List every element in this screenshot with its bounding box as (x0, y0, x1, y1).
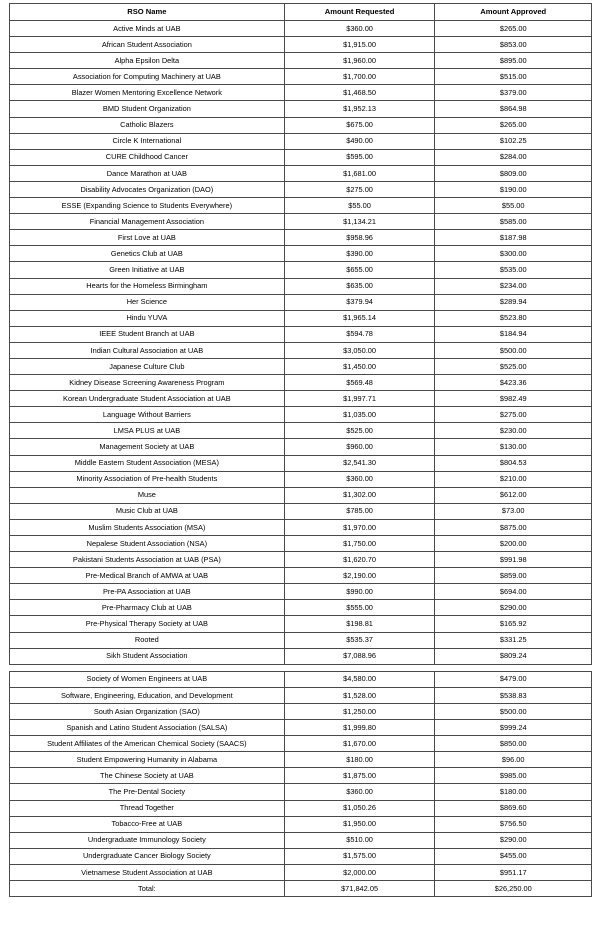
cell-rso-name: Her Science (10, 294, 285, 310)
cell-rso-name: Korean Undergraduate Student Association at UAB (10, 391, 285, 407)
cell-rso-name: Dance Marathon at UAB (10, 165, 285, 181)
cell-amount-approved: $809.24 (435, 648, 592, 664)
table-footer (10, 880, 592, 896)
cell-rso-name: Rooted (10, 632, 285, 648)
table-row (10, 181, 592, 197)
cell-amount-requested: $1,875.00 (284, 768, 435, 784)
cell-amount-requested: $390.00 (284, 246, 435, 262)
cell-rso-name: Pre-Medical Branch of AMWA at UAB (10, 568, 285, 584)
cell-amount-requested: $595.00 (284, 149, 435, 165)
cell-amount-requested: $1,952.13 (284, 101, 435, 117)
table-body (10, 21, 592, 881)
cell-amount-requested: $1,528.00 (284, 687, 435, 703)
cell-rso-name: Nepalese Student Association (NSA) (10, 536, 285, 552)
cell-rso-name: First Love at UAB (10, 230, 285, 246)
cell-amount-approved: $895.00 (435, 53, 592, 69)
table-row (10, 230, 592, 246)
cell-amount-requested: $490.00 (284, 133, 435, 149)
cell-amount-requested: $1,681.00 (284, 165, 435, 181)
cell-amount-approved: $187.98 (435, 230, 592, 246)
total-row (10, 880, 592, 896)
cell-amount-approved: $190.00 (435, 181, 592, 197)
cell-amount-approved: $991.98 (435, 552, 592, 568)
column-header-rso-name: RSO Name (10, 4, 285, 21)
cell-rso-name: Music Club at UAB (10, 503, 285, 519)
table-header (10, 4, 592, 21)
table-row (10, 439, 592, 455)
cell-rso-name: Vietnamese Student Association at UAB (10, 864, 285, 880)
cell-amount-approved: $585.00 (435, 214, 592, 230)
cell-rso-name: Language Without Barriers (10, 407, 285, 423)
table-row (10, 85, 592, 101)
cell-amount-requested: $1,620.70 (284, 552, 435, 568)
cell-rso-name: Society of Women Engineers at UAB (10, 671, 285, 687)
cell-amount-approved: $234.00 (435, 278, 592, 294)
cell-amount-approved: $479.00 (435, 671, 592, 687)
cell-amount-requested: $55.00 (284, 198, 435, 214)
cell-amount-requested: $1,050.26 (284, 800, 435, 816)
cell-amount-approved: $500.00 (435, 342, 592, 358)
cell-rso-name: Sikh Student Association (10, 648, 285, 664)
table-row (10, 101, 592, 117)
table-row (10, 648, 592, 664)
cell-rso-name: CURE Childhood Cancer (10, 149, 285, 165)
table-row (10, 816, 592, 832)
total-requested: $71,842.05 (284, 880, 435, 896)
table-row (10, 53, 592, 69)
table-row (10, 214, 592, 230)
table-row (10, 310, 592, 326)
table-row (10, 407, 592, 423)
rso-budget-table (9, 3, 592, 897)
cell-rso-name: Green Initiative at UAB (10, 262, 285, 278)
total-label: Total: (10, 880, 285, 896)
cell-rso-name: Software, Engineering, Education, and Development (10, 687, 285, 703)
cell-amount-approved: $423.36 (435, 375, 592, 391)
table-row (10, 616, 592, 632)
cell-amount-requested: $535.37 (284, 632, 435, 648)
table-row (10, 768, 592, 784)
cell-amount-approved: $985.00 (435, 768, 592, 784)
cell-amount-approved: $331.25 (435, 632, 592, 648)
cell-rso-name: LMSA PLUS at UAB (10, 423, 285, 439)
cell-amount-approved: $804.53 (435, 455, 592, 471)
cell-rso-name: Indian Cultural Association at UAB (10, 342, 285, 358)
cell-rso-name: Undergraduate Immunology Society (10, 832, 285, 848)
table-row (10, 69, 592, 85)
cell-amount-requested: $1,750.00 (284, 536, 435, 552)
cell-rso-name: Kidney Disease Screening Awareness Program (10, 375, 285, 391)
cell-rso-name: The Pre-Dental Society (10, 784, 285, 800)
cell-amount-approved: $290.00 (435, 832, 592, 848)
cell-amount-approved: $809.00 (435, 165, 592, 181)
cell-rso-name: Spanish and Latino Student Association (SALSA) (10, 720, 285, 736)
cell-amount-approved: $999.24 (435, 720, 592, 736)
cell-amount-approved: $265.00 (435, 21, 592, 37)
table-row (10, 165, 592, 181)
table-row (10, 262, 592, 278)
cell-rso-name: BMD Student Organization (10, 101, 285, 117)
cell-amount-requested: $1,997.71 (284, 391, 435, 407)
cell-amount-approved: $265.00 (435, 117, 592, 133)
cell-amount-requested: $525.00 (284, 423, 435, 439)
cell-rso-name: Active Minds at UAB (10, 21, 285, 37)
cell-amount-requested: $594.78 (284, 326, 435, 342)
cell-amount-approved: $982.49 (435, 391, 592, 407)
cell-amount-approved: $538.83 (435, 687, 592, 703)
cell-rso-name: Thread Together (10, 800, 285, 816)
table-row (10, 487, 592, 503)
table-row (10, 703, 592, 719)
cell-amount-requested: $958.96 (284, 230, 435, 246)
cell-amount-requested: $1,450.00 (284, 358, 435, 374)
cell-rso-name: Association for Computing Machinery at UAB (10, 69, 285, 85)
cell-amount-approved: $102.25 (435, 133, 592, 149)
table-row (10, 720, 592, 736)
cell-rso-name: Financial Management Association (10, 214, 285, 230)
total-approved: $26,250.00 (435, 880, 592, 896)
cell-amount-requested: $3,050.00 (284, 342, 435, 358)
cell-rso-name: Catholic Blazers (10, 117, 285, 133)
cell-amount-approved: $525.00 (435, 358, 592, 374)
table-row (10, 133, 592, 149)
cell-amount-requested: $635.00 (284, 278, 435, 294)
cell-rso-name: Student Affiliates of the American Chemical Society (SAACS) (10, 736, 285, 752)
cell-rso-name: Muse (10, 487, 285, 503)
cell-amount-approved: $275.00 (435, 407, 592, 423)
table-row (10, 342, 592, 358)
table-row (10, 37, 592, 53)
cell-amount-approved: $165.92 (435, 616, 592, 632)
cell-amount-approved: $612.00 (435, 487, 592, 503)
cell-amount-approved: $853.00 (435, 37, 592, 53)
cell-amount-requested: $1,575.00 (284, 848, 435, 864)
cell-amount-requested: $1,134.21 (284, 214, 435, 230)
cell-rso-name: Disability Advocates Organization (DAO) (10, 181, 285, 197)
cell-amount-requested: $569.48 (284, 375, 435, 391)
table-row (10, 198, 592, 214)
cell-amount-requested: $1,965.14 (284, 310, 435, 326)
cell-rso-name: Pre-Physical Therapy Society at UAB (10, 616, 285, 632)
cell-rso-name: The Chinese Society at UAB (10, 768, 285, 784)
table-header-row (10, 4, 592, 21)
cell-amount-requested: $4,580.00 (284, 671, 435, 687)
cell-amount-requested: $379.94 (284, 294, 435, 310)
cell-amount-approved: $694.00 (435, 584, 592, 600)
cell-amount-requested: $1,950.00 (284, 816, 435, 832)
table-row (10, 423, 592, 439)
cell-amount-approved: $515.00 (435, 69, 592, 85)
table-row (10, 687, 592, 703)
table-row (10, 503, 592, 519)
cell-rso-name: ESSE (Expanding Science to Students Everywhere) (10, 198, 285, 214)
cell-rso-name: Blazer Women Mentoring Excellence Network (10, 85, 285, 101)
table-row (10, 552, 592, 568)
cell-amount-requested: $1,960.00 (284, 53, 435, 69)
cell-amount-approved: $230.00 (435, 423, 592, 439)
cell-amount-approved: $184.94 (435, 326, 592, 342)
cell-amount-requested: $2,541.30 (284, 455, 435, 471)
cell-amount-requested: $7,088.96 (284, 648, 435, 664)
cell-amount-approved: $535.00 (435, 262, 592, 278)
cell-rso-name: Undergraduate Cancer Biology Society (10, 848, 285, 864)
table-row (10, 278, 592, 294)
cell-amount-requested: $360.00 (284, 471, 435, 487)
cell-rso-name: Management Society at UAB (10, 439, 285, 455)
table-row (10, 784, 592, 800)
page-break-spacer-cell (10, 664, 592, 671)
cell-rso-name: Minority Association of Pre-health Students (10, 471, 285, 487)
page-break-spacer (10, 664, 592, 671)
cell-amount-approved: $523.80 (435, 310, 592, 326)
cell-amount-requested: $960.00 (284, 439, 435, 455)
column-header-amount-requested: Amount Requested (284, 4, 435, 21)
cell-rso-name: IEEE Student Branch at UAB (10, 326, 285, 342)
cell-amount-approved: $379.00 (435, 85, 592, 101)
cell-amount-approved: $875.00 (435, 519, 592, 535)
table-row (10, 117, 592, 133)
cell-amount-requested: $1,700.00 (284, 69, 435, 85)
cell-amount-requested: $180.00 (284, 752, 435, 768)
cell-amount-requested: $360.00 (284, 784, 435, 800)
cell-amount-requested: $275.00 (284, 181, 435, 197)
cell-amount-approved: $500.00 (435, 703, 592, 719)
cell-rso-name: Hindu YUVA (10, 310, 285, 326)
table-row (10, 752, 592, 768)
cell-amount-approved: $864.98 (435, 101, 592, 117)
cell-amount-requested: $198.81 (284, 616, 435, 632)
cell-rso-name: Genetics Club at UAB (10, 246, 285, 262)
cell-rso-name: Pre-Pharmacy Club at UAB (10, 600, 285, 616)
table-row (10, 536, 592, 552)
cell-amount-requested: $1,999.80 (284, 720, 435, 736)
table-row (10, 149, 592, 165)
cell-amount-approved: $951.17 (435, 864, 592, 880)
cell-rso-name: Circle K International (10, 133, 285, 149)
table-row (10, 326, 592, 342)
table-row (10, 246, 592, 262)
table-row (10, 832, 592, 848)
cell-amount-requested: $1,302.00 (284, 487, 435, 503)
table-row (10, 864, 592, 880)
cell-amount-requested: $1,915.00 (284, 37, 435, 53)
table-row (10, 600, 592, 616)
table-row (10, 632, 592, 648)
cell-amount-requested: $785.00 (284, 503, 435, 519)
cell-rso-name: Tobacco-Free at UAB (10, 816, 285, 832)
cell-amount-approved: $455.00 (435, 848, 592, 864)
cell-amount-requested: $555.00 (284, 600, 435, 616)
table-row (10, 471, 592, 487)
cell-amount-requested: $1,035.00 (284, 407, 435, 423)
cell-amount-approved: $96.00 (435, 752, 592, 768)
cell-rso-name: Muslim Students Association (MSA) (10, 519, 285, 535)
cell-amount-approved: $180.00 (435, 784, 592, 800)
cell-amount-approved: $55.00 (435, 198, 592, 214)
cell-rso-name: African Student Association (10, 37, 285, 53)
cell-amount-approved: $756.50 (435, 816, 592, 832)
cell-rso-name: Alpha Epsilon Delta (10, 53, 285, 69)
cell-amount-approved: $284.00 (435, 149, 592, 165)
table-row (10, 21, 592, 37)
table-row (10, 800, 592, 816)
cell-amount-approved: $290.00 (435, 600, 592, 616)
cell-amount-requested: $675.00 (284, 117, 435, 133)
table-row (10, 671, 592, 687)
cell-rso-name: Middle Eastern Student Association (MESA) (10, 455, 285, 471)
cell-amount-approved: $289.94 (435, 294, 592, 310)
cell-rso-name: South Asian Organization (SAO) (10, 703, 285, 719)
table-row (10, 848, 592, 864)
cell-amount-requested: $360.00 (284, 21, 435, 37)
table-row (10, 358, 592, 374)
cell-amount-requested: $1,670.00 (284, 736, 435, 752)
cell-amount-approved: $130.00 (435, 439, 592, 455)
cell-rso-name: Pakistani Students Association at UAB (PSA) (10, 552, 285, 568)
cell-amount-requested: $1,970.00 (284, 519, 435, 535)
table-row (10, 375, 592, 391)
cell-rso-name: Student Empowering Humanity in Alabama (10, 752, 285, 768)
table-row (10, 294, 592, 310)
table-row (10, 519, 592, 535)
cell-amount-approved: $850.00 (435, 736, 592, 752)
table-row (10, 455, 592, 471)
cell-rso-name: Pre-PA Association at UAB (10, 584, 285, 600)
cell-rso-name: Japanese Culture Club (10, 358, 285, 374)
cell-amount-approved: $200.00 (435, 536, 592, 552)
cell-amount-approved: $210.00 (435, 471, 592, 487)
table-row (10, 391, 592, 407)
cell-amount-approved: $869.60 (435, 800, 592, 816)
cell-amount-requested: $655.00 (284, 262, 435, 278)
cell-rso-name: Hearts for the Homeless Birmingham (10, 278, 285, 294)
table-row (10, 584, 592, 600)
cell-amount-requested: $1,250.00 (284, 703, 435, 719)
cell-amount-requested: $510.00 (284, 832, 435, 848)
cell-amount-requested: $990.00 (284, 584, 435, 600)
cell-amount-approved: $73.00 (435, 503, 592, 519)
cell-amount-requested: $2,000.00 (284, 864, 435, 880)
column-header-amount-approved: Amount Approved (435, 4, 592, 21)
table-row (10, 568, 592, 584)
table-row (10, 736, 592, 752)
cell-amount-approved: $300.00 (435, 246, 592, 262)
cell-amount-approved: $859.00 (435, 568, 592, 584)
cell-amount-requested: $2,190.00 (284, 568, 435, 584)
cell-amount-requested: $1,468.50 (284, 85, 435, 101)
